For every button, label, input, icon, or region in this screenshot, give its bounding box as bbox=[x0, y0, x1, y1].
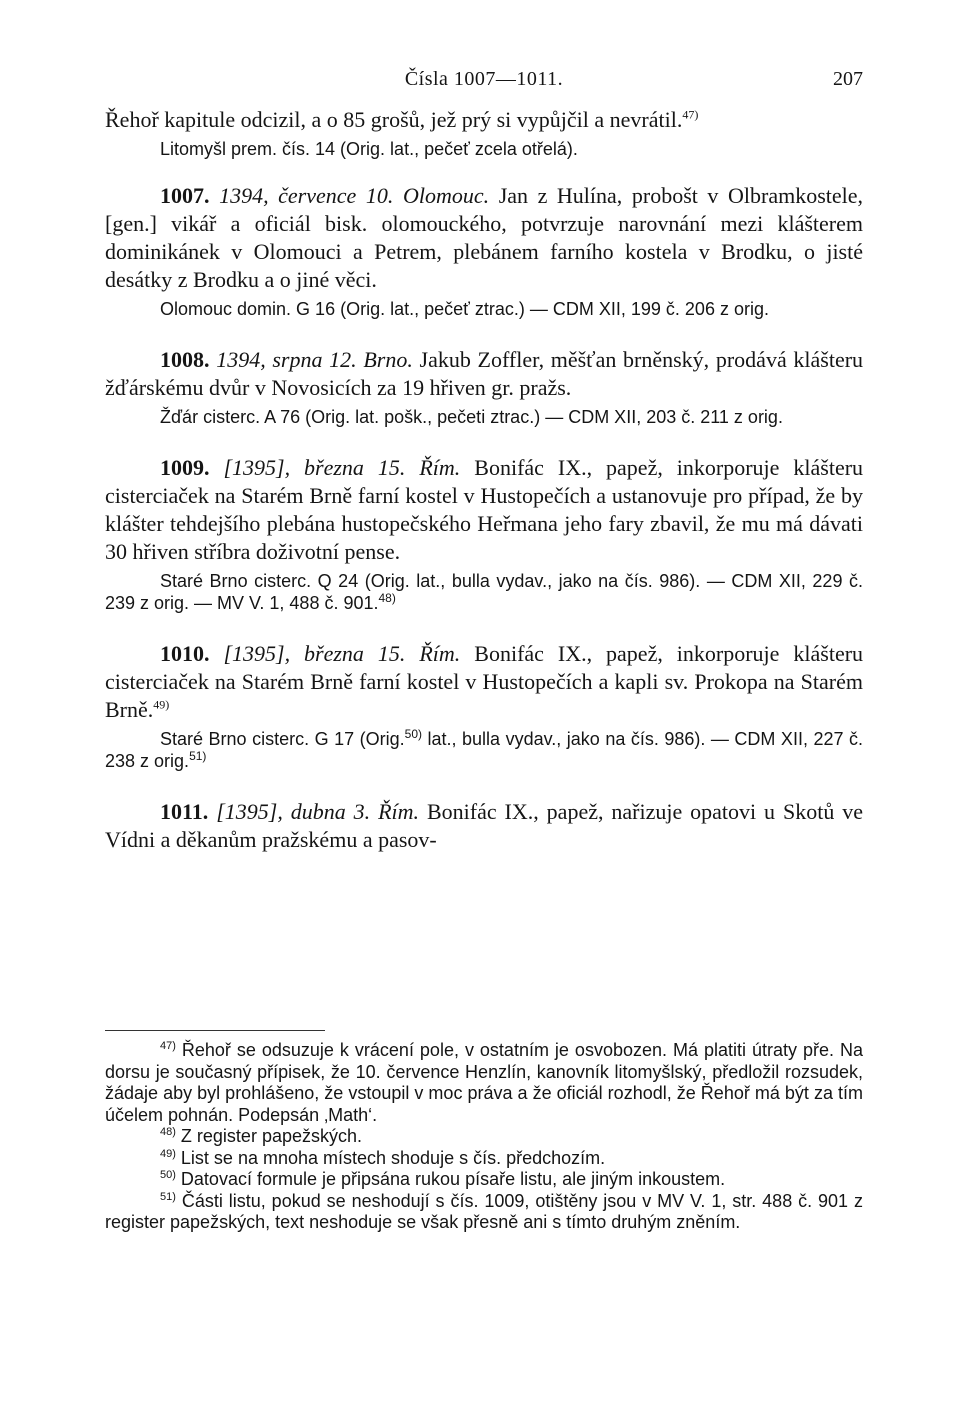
entry-place: Olomouc. bbox=[402, 183, 490, 208]
footnote-mark: 49) bbox=[160, 1147, 176, 1160]
footnotes bbox=[105, 1040, 863, 1234]
entry-summary: Bonifác IX., papež, inkorporuje klášteru cisterciaček na Starém Brně farní kostel v Hustopečích a kapli sv. Prokopa na Starém Brně. bbox=[105, 641, 864, 722]
entry-number: 1008. bbox=[160, 347, 210, 372]
entry-number: 1009. bbox=[160, 455, 210, 480]
footnote-text: Datovací formule je připsána rukou písaře listu, ale jiným inkoustem. bbox=[180, 1169, 726, 1189]
entry-source: Staré Brno cisterc. G 17 (Orig.$^{50)}$ lat., bulla vydav., jako na čís. 986). — CDM XII, 227 č. 238 z orig.$^{51)}$ bbox=[105, 727, 864, 771]
entry-place: Řím. bbox=[419, 641, 461, 666]
entry-text bbox=[105, 454, 863, 566]
entry-text bbox=[105, 182, 863, 294]
entry-text bbox=[105, 346, 863, 402]
entry-source: Staré Brno cisterc. Q 24 (Orig. lat., bulla vydav., jako na čís. 986). — CDM XII, 229 č. 239 z orig. — MV V. 1, 488 č. 901.$^{48)}$ bbox=[105, 571, 863, 613]
entry-text bbox=[105, 798, 863, 854]
footnote-mark: 50) bbox=[160, 1169, 176, 1181]
footnote-48 bbox=[105, 1126, 863, 1148]
running-header bbox=[105, 62, 863, 102]
page-number: 207 bbox=[833, 68, 863, 90]
footnote-text: Řehoř se odsuzuje k vrácení pole, v ostatním je osvobozen. Má platiti útraty pře. Na dorsu je současný přípisek, že 10. července Henzlín, kanovník litomyšlský, předložil rozsudek, žádaje aby byl prohlášeno, že vstoupil v moc práva a že oficiál rozhodl, že Řehoř má být za tím účelem pohnán. Podepsán ‚Math‘. bbox=[105, 1040, 863, 1125]
footnote-mark: 51) bbox=[160, 1190, 176, 1203]
entry-summary: Jakub Zoffler, měšťan brněnský, prodává klášteru žďárskému dvůr v Novosicích za 19 hřiven gr. pražs. bbox=[105, 347, 864, 400]
entry-1010 bbox=[105, 640, 863, 772]
entry-1007 bbox=[105, 182, 863, 320]
entry-source: Žďár cisterc. A 76 (Orig. lat. pošk., pečeti ztrac.) — CDM XII, 203 č. 211 z orig. bbox=[160, 407, 783, 427]
footnote-mark: 48) bbox=[160, 1126, 176, 1138]
footnote-ref-48: 48) bbox=[378, 591, 396, 605]
footnote-ref-51: 51) bbox=[189, 749, 207, 763]
footnote-ref-47: 47) bbox=[682, 107, 699, 122]
footnote-divider bbox=[105, 1030, 325, 1031]
footnote-text: Z register papežských. bbox=[180, 1126, 362, 1146]
entry-date: 1394, srpna 12. bbox=[216, 347, 357, 372]
entry-number: 1007. bbox=[160, 183, 210, 208]
footnote-50 bbox=[105, 1169, 863, 1191]
entry-place: Řím. bbox=[419, 455, 461, 480]
entry-1009 bbox=[105, 454, 863, 614]
entry-place: Brno. bbox=[363, 347, 413, 372]
footnote-ref-50: 50) bbox=[404, 727, 422, 741]
page bbox=[105, 62, 863, 854]
footnote-text: Části listu, pokud se neshodují s čís. 1009, otištěny jsou v MV V. 1, str. 488 č. 901 z register papežských, text neshoduje se však přesně ani s tímto druhým zněním. bbox=[105, 1190, 863, 1232]
entry-place: Řím. bbox=[378, 799, 420, 824]
footnote-mark: 47) bbox=[160, 1040, 176, 1052]
entry-date: [1395], března 15. bbox=[223, 455, 406, 480]
entry-text bbox=[105, 640, 863, 724]
continuation-source: Litomyšl prem. čís. 14 (Orig. lat., pečeť zcela otřelá). bbox=[160, 139, 578, 159]
footnote-49 bbox=[105, 1148, 863, 1170]
entry-1008 bbox=[105, 346, 863, 428]
continuation-block bbox=[105, 106, 863, 160]
entry-date: 1394, července 10. bbox=[219, 183, 394, 208]
entry-summary: Bonifác IX., papež, nařizuje opatovi u Skotů ve Vídni a děkanům pražskému a pasov- bbox=[105, 799, 864, 852]
header-title: Čísla 1007—1011. bbox=[404, 68, 564, 90]
entry-1011 bbox=[105, 798, 863, 854]
entry-date: [1395], dubna 3. bbox=[216, 799, 371, 824]
entry-summary: Bonifác IX., papež, inkorporuje klášteru cisterciaček na Starém Brně farní kostel v Hustopečích a ustanovuje pro případ, že by klášter tehdejšího plebána hustopečského Heřmana jeho fary zbavil, že mu má dávati 30 hřiven stříbra doživotní pense. bbox=[105, 455, 864, 564]
footnote-ref-49: 49) bbox=[153, 697, 170, 712]
continuation-text: Řehoř kapitule odcizil, a o 85 grošů, jež prý si vypůjčil a nevrátil.$^{47)}$ bbox=[105, 107, 699, 132]
footnote-text: List se na mnoha místech shoduje s čís. předchozím. bbox=[180, 1147, 606, 1168]
entry-summary: Jan z Hulína, probošt v Olbramkostele, [gen.] vikář a oficiál bisk. olomouckého, potvrzuje narovnání mezi klášterem dominikánek v Olomouci a Petrem, plebánem farního kostela v Brodku, o jisté desátky z Brodku a o jiné věci. bbox=[105, 183, 864, 292]
footnote-51 bbox=[105, 1191, 863, 1234]
entry-source: Olomouc domin. G 16 (Orig. lat., pečeť ztrac.) — CDM XII, 199 č. 206 z orig. bbox=[160, 299, 769, 319]
entry-number: 1010. bbox=[160, 641, 210, 666]
entry-number: 1011. bbox=[160, 799, 209, 824]
entry-date: [1395], března 15. bbox=[223, 641, 406, 666]
footnote-47 bbox=[105, 1040, 863, 1126]
